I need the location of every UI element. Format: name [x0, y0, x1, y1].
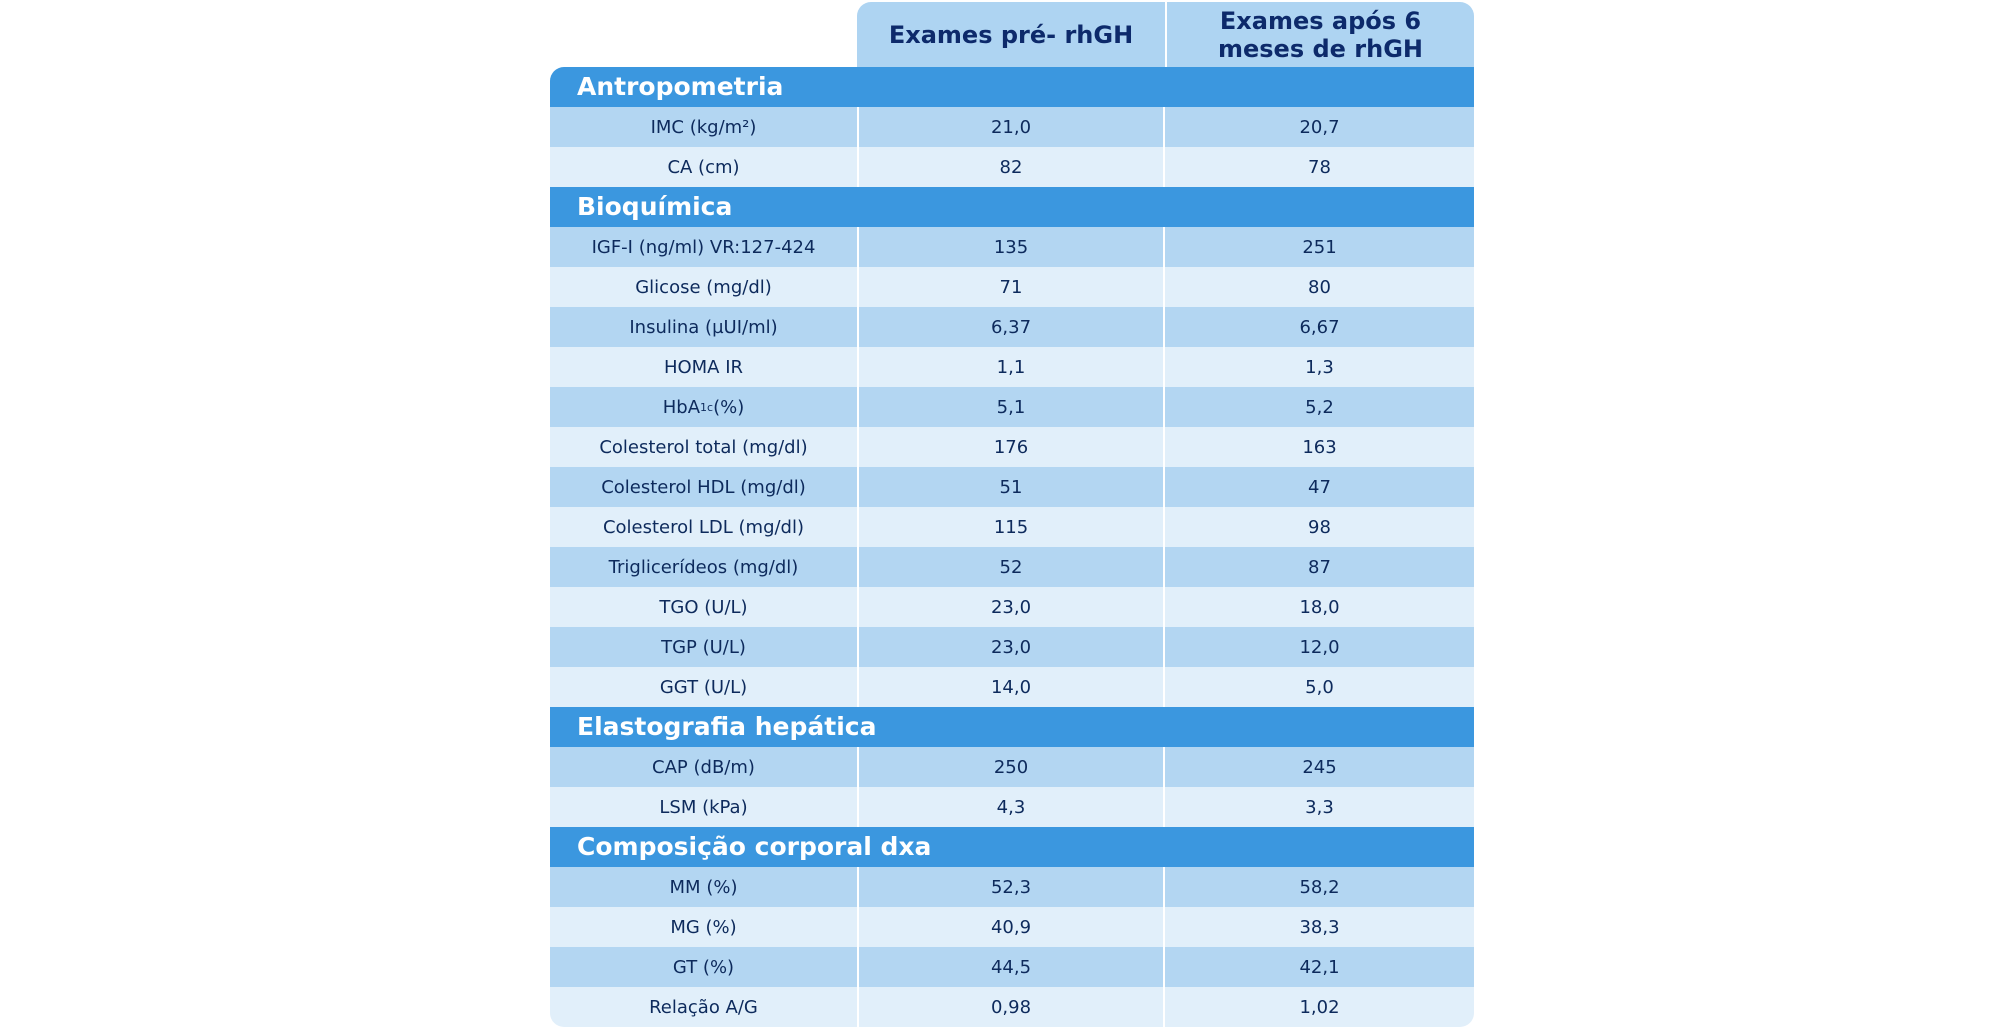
value-post: 1,3: [1165, 347, 1474, 387]
table-row: [550, 747, 1474, 787]
value-post: 80: [1165, 267, 1474, 307]
value-post: 3,3: [1165, 787, 1474, 827]
row-label: MG (%): [550, 907, 857, 947]
value-pre: 44,5: [857, 947, 1165, 987]
row-label: Insulina (µUI/ml): [550, 307, 857, 347]
row-label: Colesterol HDL (mg/dl): [550, 467, 857, 507]
table-row: [550, 107, 1474, 147]
value-pre: 52,3: [857, 867, 1165, 907]
table-row: [550, 467, 1474, 507]
value-post: 42,1: [1165, 947, 1474, 987]
column-header-pre-label: Exames pré- rhGH: [888, 20, 1134, 49]
table-row: [550, 427, 1474, 467]
value-post: 18,0: [1165, 587, 1474, 627]
value-pre: 4,3: [857, 787, 1165, 827]
table-row: [550, 147, 1474, 187]
row-label: MM (%): [550, 867, 857, 907]
column-header-post: [1167, 2, 1474, 67]
table-row: [550, 347, 1474, 387]
value-pre: 82: [857, 147, 1165, 187]
section-header: Antropometria: [550, 67, 1474, 107]
table-header: [550, 0, 1474, 67]
table-row: [550, 987, 1474, 1027]
column-header-post-line2: meses de rhGH: [1217, 34, 1423, 63]
value-post: 163: [1165, 427, 1474, 467]
row-label: CAP (dB/m): [550, 747, 857, 787]
table-row: [550, 947, 1474, 987]
table-row: [550, 587, 1474, 627]
row-label: IMC (kg/m²): [550, 107, 857, 147]
row-label: Colesterol total (mg/dl): [550, 427, 857, 467]
results-table: [550, 0, 1474, 1027]
table-row: [550, 667, 1474, 707]
value-pre: 21,0: [857, 107, 1165, 147]
table-row: [550, 507, 1474, 547]
value-post: 5,2: [1165, 387, 1474, 427]
table-body: [550, 67, 1474, 1027]
row-label: LSM (kPa): [550, 787, 857, 827]
row-label: CA (cm): [550, 147, 857, 187]
value-post: 1,02: [1165, 987, 1474, 1027]
value-pre: 5,1: [857, 387, 1165, 427]
value-pre: 51: [857, 467, 1165, 507]
table-row: [550, 787, 1474, 827]
value-pre: 14,0: [857, 667, 1165, 707]
value-post: 5,0: [1165, 667, 1474, 707]
table-row: [550, 867, 1474, 907]
value-post: 38,3: [1165, 907, 1474, 947]
value-pre: 1,1: [857, 347, 1165, 387]
value-pre: 176: [857, 427, 1165, 467]
section-header: Composição corporal dxa: [550, 827, 1474, 867]
value-post: 6,67: [1165, 307, 1474, 347]
column-header-post-line1: Exames após 6: [1219, 6, 1422, 35]
table-row: [550, 387, 1474, 427]
row-label: GT (%): [550, 947, 857, 987]
value-post: 251: [1165, 227, 1474, 267]
column-header-post-label: [1218, 7, 1423, 63]
table-row: [550, 547, 1474, 587]
row-label: HbA 1c (%): [550, 387, 857, 427]
table-row: [550, 907, 1474, 947]
table-row: [550, 227, 1474, 267]
value-pre: 0,98: [857, 987, 1165, 1027]
value-pre: 6,37: [857, 307, 1165, 347]
row-label: Glicose (mg/dl): [550, 267, 857, 307]
table-row: [550, 627, 1474, 667]
section-header: Elastografia hepática: [550, 707, 1474, 747]
value-post: 78: [1165, 147, 1474, 187]
row-label: HOMA IR: [550, 347, 857, 387]
value-pre: 40,9: [857, 907, 1165, 947]
table-row: [550, 307, 1474, 347]
row-label: Relação A/G: [550, 987, 857, 1027]
row-label: Colesterol LDL (mg/dl): [550, 507, 857, 547]
value-pre: 250: [857, 747, 1165, 787]
row-label: TGP (U/L): [550, 627, 857, 667]
row-label: TGO (U/L): [550, 587, 857, 627]
value-post: 98: [1165, 507, 1474, 547]
value-pre: 23,0: [857, 627, 1165, 667]
value-pre: 71: [857, 267, 1165, 307]
value-post: 20,7: [1165, 107, 1474, 147]
value-pre: 115: [857, 507, 1165, 547]
value-post: 47: [1165, 467, 1474, 507]
row-label: IGF-I (ng/ml) VR:127-424: [550, 227, 857, 267]
row-label: GGT (U/L): [550, 667, 857, 707]
value-post: 58,2: [1165, 867, 1474, 907]
value-pre: 23,0: [857, 587, 1165, 627]
value-post: 12,0: [1165, 627, 1474, 667]
value-pre: 52: [857, 547, 1165, 587]
table-row: [550, 267, 1474, 307]
value-post: 245: [1165, 747, 1474, 787]
value-pre: 135: [857, 227, 1165, 267]
column-header-pre: [857, 2, 1165, 67]
value-post: 87: [1165, 547, 1474, 587]
section-header: Bioquímica: [550, 187, 1474, 227]
row-label: Triglicerídeos (mg/dl): [550, 547, 857, 587]
